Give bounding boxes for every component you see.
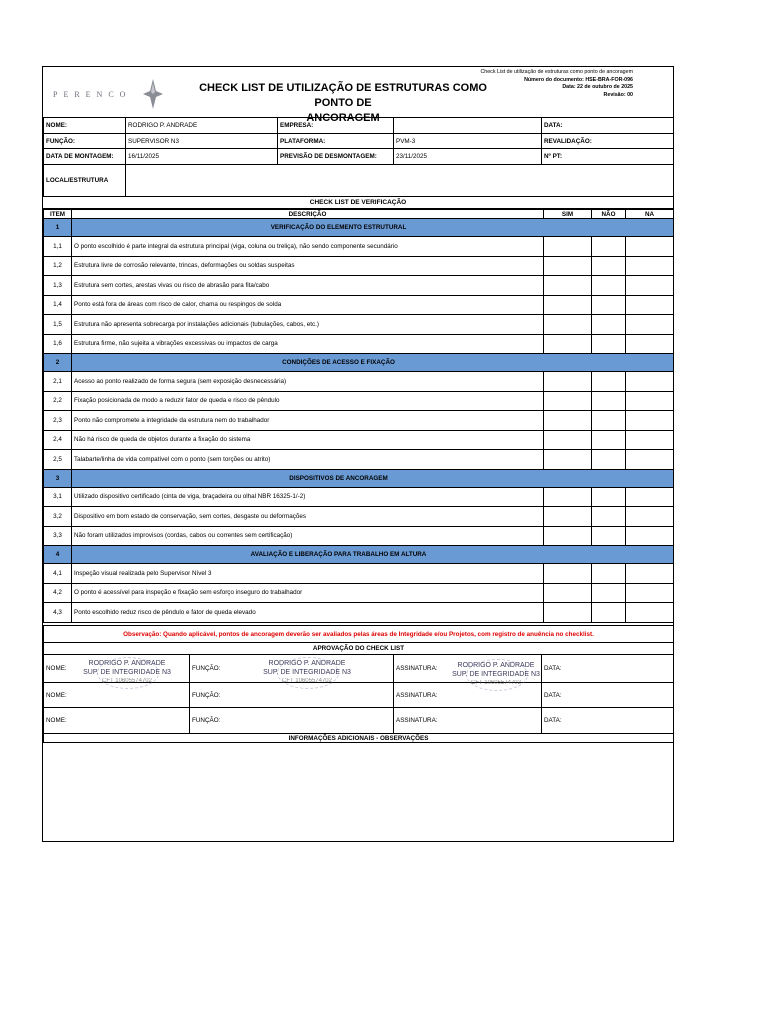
approval-nome-cell[interactable]: NOME: (44, 655, 190, 683)
checklist-item-row (44, 450, 674, 470)
company-logo (51, 75, 161, 109)
checklist-item-row (44, 391, 674, 411)
local-field[interactable] (126, 165, 674, 197)
signature-stamp (77, 659, 177, 686)
doc-title: Check List de utilização de estruturas como ponto de ancoragem (480, 69, 633, 75)
nome-label: NOME: (44, 118, 126, 134)
checklist-item-row (44, 583, 674, 603)
item-description: Estrutura sem cortes, arestas vivas ou risco de abrasão para fita/cabo (72, 276, 544, 296)
empresa-field[interactable] (394, 118, 542, 134)
checklist-item-row (44, 334, 674, 354)
na-checkbox[interactable] (626, 411, 674, 431)
sim-checkbox[interactable] (544, 526, 592, 546)
item-number: 1,2 (44, 256, 72, 276)
empresa-label: EMPRESA: (278, 118, 394, 134)
checklist-item-row (44, 256, 674, 276)
item-description: Ponto escolhido reduz risco de pêndulo e fator de queda elevado (72, 603, 544, 623)
approval-data-cell[interactable]: DATA: (542, 655, 674, 683)
na-checkbox[interactable] (626, 372, 674, 392)
section-number: 1 (44, 219, 72, 237)
checklist-table (43, 209, 674, 623)
nao-checkbox[interactable] (592, 276, 626, 296)
doc-number: Número do documento: HSE-BRA-FOR-096 (524, 76, 633, 83)
approval-assinatura-cell[interactable]: ASSINATURA: (394, 708, 542, 734)
approval-funcao-cell[interactable]: FUNÇÃO: (190, 708, 394, 734)
col-sim: SIM (544, 210, 592, 219)
checklist-item-row (44, 276, 674, 296)
stamp-role: SUP. DE INTEGRIDADE N3 (263, 669, 351, 676)
na-checkbox[interactable] (626, 315, 674, 335)
nao-checkbox[interactable] (592, 583, 626, 603)
info-table (43, 117, 674, 197)
section-number: 3 (44, 469, 72, 487)
nao-checkbox[interactable] (592, 411, 626, 431)
sim-checkbox[interactable] (544, 564, 592, 584)
section-row (44, 219, 674, 237)
nao-checkbox[interactable] (592, 372, 626, 392)
desmontagem-field[interactable]: 23/11/2025 (394, 149, 542, 165)
item-number: 3,2 (44, 507, 72, 527)
nao-checkbox[interactable] (592, 450, 626, 470)
sim-checkbox[interactable] (544, 507, 592, 527)
approval-row (44, 708, 674, 734)
funcao-field[interactable]: SUPERVISOR N3 (126, 134, 278, 149)
item-description: Ponto está fora de áreas com risco de calor, chama ou respingos de solda (72, 295, 544, 315)
checklist-item-row (44, 315, 674, 335)
na-checkbox[interactable] (626, 487, 674, 507)
sim-checkbox[interactable] (544, 411, 592, 431)
signature-stamp (446, 661, 546, 688)
checklist-item-row (44, 411, 674, 431)
item-number: 2,5 (44, 450, 72, 470)
item-description: Inspeção visual realizada pelo Supervisor Nível 3 (72, 564, 544, 584)
item-number: 2,3 (44, 411, 72, 431)
nao-checkbox[interactable] (592, 237, 626, 257)
checklist-item-row (44, 237, 674, 257)
sim-checkbox[interactable] (544, 391, 592, 411)
stamp-role: SUP. DE INTEGRIDADE N3 (452, 671, 540, 678)
title-line-1: CHECK LIST DE UTILIZAÇÃO DE ESTRUTURAS COMO PONTO DE (199, 82, 487, 109)
item-description: O ponto é acessível para inspeção e fixação sem esforço inseguro do trabalhador (72, 583, 544, 603)
plataforma-field[interactable]: PVM-3 (394, 134, 542, 149)
item-number: 1,5 (44, 315, 72, 335)
signature-stamp (257, 659, 357, 686)
approval-funcao-cell[interactable]: FUNÇÃO: (190, 655, 394, 683)
nao-checkbox[interactable] (592, 334, 626, 354)
item-number: 4,1 (44, 564, 72, 584)
na-checkbox[interactable] (626, 391, 674, 411)
section-row (44, 354, 674, 372)
section-title: VERIFICAÇÃO DO ELEMENTO ESTRUTURAL (72, 219, 674, 237)
revalidacao-label: REVALIDAÇÃO: (542, 134, 674, 149)
item-description: Estrutura firme, não sujeita a vibrações excessivas ou impactos de carga (72, 334, 544, 354)
sim-checkbox[interactable] (544, 430, 592, 450)
nao-checkbox[interactable] (592, 430, 626, 450)
na-checkbox[interactable] (626, 334, 674, 354)
approval-data-cell[interactable]: DATA: (542, 683, 674, 708)
data-label: DATA: (542, 118, 674, 134)
item-description: Acesso ao ponto realizado de forma segura (sem exposição desnecessária) (72, 372, 544, 392)
checklist-item-row (44, 526, 674, 546)
item-description: Fixação posicionada de modo a reduzir fator de queda e risco de pêndulo (72, 391, 544, 411)
checklist-sheet (42, 66, 674, 842)
sim-checkbox[interactable] (544, 315, 592, 335)
nao-checkbox[interactable] (592, 256, 626, 276)
item-number: 3,3 (44, 526, 72, 546)
npt-label: Nº PT: (542, 149, 674, 165)
stamp-role: SUP. DE INTEGRIDADE N3 (83, 669, 171, 676)
na-checkbox[interactable] (626, 430, 674, 450)
nome-field[interactable]: RODRIGO P. ANDRADE (126, 118, 278, 134)
item-number: 2,2 (44, 391, 72, 411)
stamp-name: RODRIGO P. ANDRADE (457, 662, 535, 669)
checklist-item-row (44, 430, 674, 450)
item-number: 2,4 (44, 430, 72, 450)
sim-checkbox[interactable] (544, 450, 592, 470)
na-checkbox[interactable] (626, 603, 674, 623)
section-number: 2 (44, 354, 72, 372)
na-checkbox[interactable] (626, 564, 674, 584)
sim-checkbox[interactable] (544, 372, 592, 392)
section-number: 4 (44, 546, 72, 564)
na-checkbox[interactable] (626, 450, 674, 470)
na-checkbox[interactable] (626, 237, 674, 257)
checklist-item-row (44, 564, 674, 584)
sim-checkbox[interactable] (544, 256, 592, 276)
stamp-cert: CFT 10605574702 (282, 678, 332, 684)
item-number: 1,4 (44, 295, 72, 315)
item-description: O ponto escolhido é parte integral da estrutura principal (viga, coluna ou treliça), não sendo componente secundário (72, 237, 544, 257)
stamp-cert: CFT 10605574702 (471, 680, 521, 686)
sim-checkbox[interactable] (544, 487, 592, 507)
section-row (44, 469, 674, 487)
nao-checkbox[interactable] (592, 526, 626, 546)
approval-title: APROVAÇÃO DO CHECK LIST (44, 643, 674, 655)
observation-note: Observação: Quando aplicável, pontos de ancoragem deverão ser avaliados pelas áreas de Integridade e/ou Projetos, com registro de anuência no checklist. (44, 626, 674, 643)
section-title: DISPOSITIVOS DE ANCORAGEM (72, 469, 674, 487)
document-info (480, 69, 633, 100)
logo-text: PERENCO (53, 90, 132, 99)
plataforma-label: PLATAFORMA: (278, 134, 394, 149)
montagem-label: DATA DE MONTAGEM: (44, 149, 126, 165)
title-line-2: ANCORAGEM (306, 112, 380, 124)
nao-checkbox[interactable] (592, 487, 626, 507)
item-number: 1,6 (44, 334, 72, 354)
item-number: 1,1 (44, 237, 72, 257)
item-number: 4,3 (44, 603, 72, 623)
na-checkbox[interactable] (626, 526, 674, 546)
stamp-name: RODRIGO P. ANDRADE (88, 660, 166, 667)
sim-checkbox[interactable] (544, 334, 592, 354)
nao-checkbox[interactable] (592, 564, 626, 584)
checklist-item-row (44, 372, 674, 392)
item-number: 2,1 (44, 372, 72, 392)
approval-funcao-cell[interactable]: FUNÇÃO: (190, 683, 394, 708)
col-item: ITEM (44, 210, 72, 219)
stamp-name: RODRIGO P. ANDRADE (268, 660, 346, 667)
checklist-title: CHECK LIST DE VERIFICAÇÃO (43, 197, 673, 209)
additional-notes-field[interactable] (43, 750, 673, 841)
nao-checkbox[interactable] (592, 391, 626, 411)
col-desc: DESCRIÇÃO (72, 210, 544, 219)
item-description: Talabarte/linha de vida compatível com o ponto (sem torções ou atrito) (72, 450, 544, 470)
approval-nome-cell[interactable]: NOME: (44, 708, 190, 734)
additional-title: INFORMAÇÕES ADICIONAIS - OBSERVAÇÕES (44, 734, 674, 743)
section-row (44, 546, 674, 564)
col-nao: NÃO (592, 210, 626, 219)
approval-data-cell[interactable]: DATA: (542, 708, 674, 734)
nao-checkbox[interactable] (592, 315, 626, 335)
desmontagem-label: PREVISÃO DE DESMONTAGEM: (278, 149, 394, 165)
sim-checkbox[interactable] (544, 583, 592, 603)
doc-date: Data: 22 de outubro de 2025 (562, 84, 633, 91)
na-checkbox[interactable] (626, 583, 674, 603)
item-description: Não foram utilizados improvisos (cordas, cabos ou correntes sem certificação) (72, 526, 544, 546)
sim-checkbox[interactable] (544, 237, 592, 257)
logo-star-icon (143, 79, 163, 109)
stamp-cert: CFT 10605574702 (102, 678, 152, 684)
montagem-field[interactable]: 16/11/2025 (126, 149, 278, 165)
item-number: 1,3 (44, 276, 72, 296)
checklist-header-row (44, 210, 674, 219)
na-checkbox[interactable] (626, 276, 674, 296)
nao-checkbox[interactable] (592, 507, 626, 527)
nao-checkbox[interactable] (592, 295, 626, 315)
sim-checkbox[interactable] (544, 276, 592, 296)
checklist-item-row (44, 487, 674, 507)
section-title: AVALIAÇÃO E LIBERAÇÃO PARA TRABALHO EM ALTURA (72, 546, 674, 564)
sim-checkbox[interactable] (544, 603, 592, 623)
item-number: 3,1 (44, 487, 72, 507)
na-checkbox[interactable] (626, 256, 674, 276)
item-description: Ponto não compromete a integridade da estrutura nem do trabalhador (72, 411, 544, 431)
nao-checkbox[interactable] (592, 603, 626, 623)
doc-revision: Revisão: 00 (603, 92, 633, 99)
item-number: 4,2 (44, 583, 72, 603)
funcao-label: FUNÇÃO: (44, 134, 126, 149)
item-description: Dispositivo em bom estado de conservação, sem cortes, desgaste ou deformações (72, 507, 544, 527)
item-description: Estrutura não apresenta sobrecarga por instalações adicionais (tubulações, cabos, etc.) (72, 315, 544, 335)
approval-nome-cell[interactable]: NOME: (44, 683, 190, 708)
item-description: Estrutura livre de corrosão relevante, trincas, deformações ou soldas suspeitas (72, 256, 544, 276)
document-header (43, 67, 673, 124)
sim-checkbox[interactable] (544, 295, 592, 315)
item-description: Não há risco de queda de objetos durante a fixação do sistema (72, 430, 544, 450)
section-title: CONDIÇÕES DE ACESSO E FIXAÇÃO (72, 354, 674, 372)
checklist-item-row (44, 295, 674, 315)
na-checkbox[interactable] (626, 507, 674, 527)
na-checkbox[interactable] (626, 295, 674, 315)
item-description: Utilizado dispositivo certificado (cinta de viga, braçadeira ou olhal NBR 16325-1/-2) (72, 487, 544, 507)
approval-assinatura-cell[interactable]: ASSINATURA: (394, 655, 542, 683)
col-na: NA (626, 210, 674, 219)
local-label: LOCAL/ESTRUTURA (44, 165, 126, 197)
checklist-item-row (44, 507, 674, 527)
approval-assinatura-cell[interactable]: ASSINATURA: (394, 683, 542, 708)
checklist-item-row (44, 603, 674, 623)
